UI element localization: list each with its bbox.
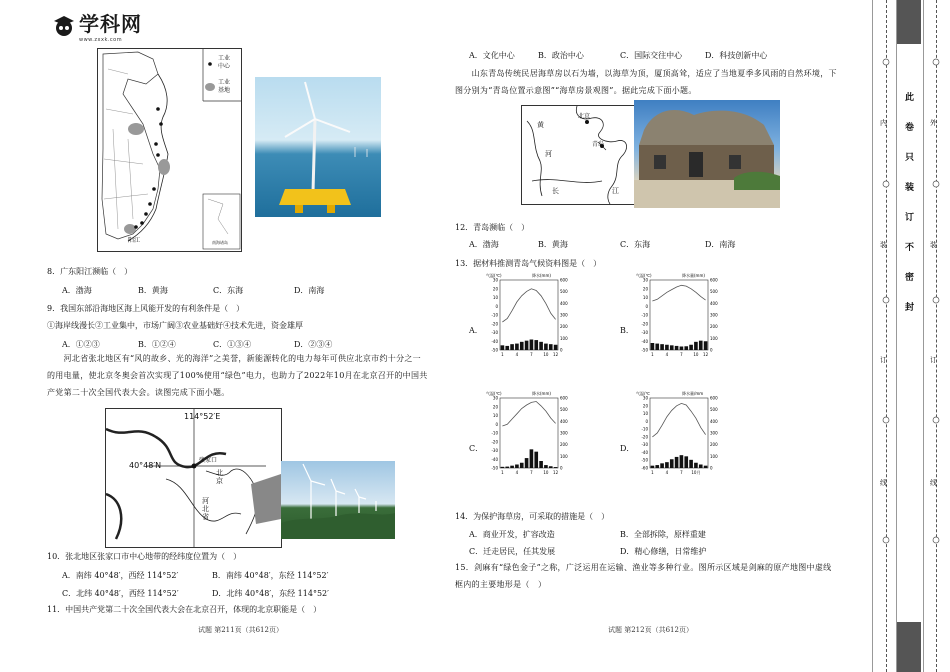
plot-frame [650,280,708,350]
outer-char-2: 装 [930,241,937,249]
temp-tick-label: -20 [491,321,498,327]
q8-option-b[interactable]: B．黄海 [138,286,168,295]
precip-bar [539,461,543,468]
q15-line-1: 15．剑麻有“绿色金子”之称，广泛运用在运输、渔业等多种行业。图所示区域是剑麻的原产地图中虚线 [455,563,832,572]
precip-tick-label: 200 [710,324,718,330]
month-label: 7 [530,352,533,357]
precip-tick-label: 100 [560,335,568,341]
precip-tick-label: 100 [560,453,568,459]
notice-char-8: 封 [905,303,915,313]
left-axis-title: 气温(℃) [636,273,652,278]
precip-tick-label: 600 [710,277,718,283]
q11-option-a[interactable]: A．文化中心 [469,51,515,60]
temp-tick-label: -50 [491,347,498,353]
temp-tick-label: -50 [641,457,648,463]
temp-tick-label: -20 [641,321,648,327]
precip-bar [530,449,534,468]
precip-bar [525,458,529,468]
q9-option-d[interactable]: D．②③④ [294,340,333,349]
notice-char-1: 此 [905,93,915,103]
temp-tick-label: 10 [492,295,498,300]
q8-stem: 8．广东阳江濒临（ ） [47,267,133,276]
month-label: 1 [651,352,654,357]
temp-line [652,285,705,301]
city-zhangjiakou: 张家口 [199,457,218,464]
precip-tick-label: 600 [710,395,718,401]
precip-bar [675,457,679,468]
precip-bar [680,455,684,468]
logo-brand: 学科网 [79,12,142,36]
precip-bar [520,342,524,350]
month-label: 12 [553,352,559,357]
wind-turbine-drawing [255,77,381,217]
month-label: 1 [651,470,654,475]
logo [52,8,142,43]
graduation-cap-icon [52,14,76,38]
q14-option-b[interactable]: B．全部拆除，原样重建 [620,530,706,539]
climate-chart-c [484,388,576,480]
q11-option-c[interactable]: C．国际交往中心 [620,51,683,60]
q9-option-b[interactable]: B．①②④ [138,340,176,349]
month-label: 4 [515,352,519,357]
notice-char-7: 密 [905,273,915,283]
temp-tick-label: 0 [495,303,498,309]
q13-stem: 13．据材料推测青岛气候资料图是（ ） [455,259,602,268]
q14-option-d[interactable]: D．精心修缮，日常维护 [620,547,707,556]
right-axis-title: 降水量(mm) [682,273,705,278]
precip-bar [549,344,553,350]
hebei-label: 河 北 省 [202,497,209,521]
temp-tick-label: -10 [641,312,648,318]
label-river: 河 [545,150,552,158]
temp-tick-label: 10 [642,411,648,417]
temp-tick-label: 10 [642,295,648,300]
beijing-label: 北 京 [216,469,223,485]
temp-tick-label: -20 [641,434,648,440]
precip-bar [544,465,548,468]
precip-tick-label: 0 [560,347,563,353]
binding-notice [905,90,917,330]
inner-char-2: 装 [880,241,887,249]
q9-option-a[interactable]: A．①②③ [62,340,100,349]
precip-bar [505,467,509,468]
month-label: 4 [665,470,669,475]
passage-qingdao [455,65,855,99]
precip-bar [510,466,514,468]
inner-char-4: 线 [880,479,887,487]
temp-tick-label: -40 [491,456,498,462]
temp-tick-label: -30 [491,448,498,453]
precip-tick-label: 400 [710,300,718,306]
precip-tick-label: 400 [710,418,718,424]
q15-stem [455,559,831,593]
precip-tick-label: 500 [710,289,718,295]
wind-farm-photo [281,461,395,539]
precip-tick-label: 100 [710,335,718,341]
notice-char-2: 卷 [905,123,915,133]
q13-option-a[interactable]: A． [469,326,483,335]
plot-frame [650,398,708,468]
precip-tick-label: 200 [560,324,568,330]
precip-tick-label: 500 [710,407,718,413]
precip-bar [699,341,703,350]
q14-option-c[interactable]: C．迁走居民，任其发展 [469,547,556,556]
q12-option-b[interactable]: B．黄海 [538,240,568,249]
month-label: 1 [501,470,504,475]
legend-industry-center: 工业 中心 [218,55,231,70]
precip-tick-label: 0 [710,465,713,471]
precip-bar [665,345,669,350]
q15-line-2: 框内的主要地形是（ ） [455,580,547,589]
precip-bar [689,345,693,350]
month-label: 7 [680,352,683,357]
month-label: 10 [543,352,549,357]
temp-tick-label: -50 [491,465,498,471]
month-label: 1 [501,352,504,357]
precip-tick-label: 500 [560,407,568,413]
precip-bar [544,344,548,350]
month-label: 7 [530,470,533,475]
q13-option-c[interactable]: C． [469,444,484,453]
month-label: 10 [543,470,549,475]
temp-tick-label: 30 [492,395,498,401]
q8-option-c[interactable]: C．东海 [213,286,244,295]
label-yellow: 黄 [537,121,544,129]
month-label: 12 [703,352,709,357]
precip-bar [689,460,693,468]
q13-option-d[interactable]: D． [620,444,635,453]
q9-option-c[interactable]: C．①③④ [213,340,252,349]
precip-bar [684,346,688,350]
temp-tick-label: -30 [641,330,648,335]
q10-stem: 10．张北地区张家口市中心地带的经纬度位置为（ ） [47,552,242,561]
inner-char-3: 订 [880,356,887,364]
right-axis-title: 降水(mm) [532,273,551,278]
q11-option-d[interactable]: D．科技创新中心 [705,51,768,60]
right-axis-title: 降水(mm) [532,391,551,396]
q10-option-a[interactable]: A．南纬 40°48′，西经 114°52′ [62,571,179,580]
precip-bar [675,346,679,350]
passage-zhangbei-line-2: 的用电量，使北京冬奥会首次实现了100%使用“绿色”电力，也助力了2022年10月在北京召开的中国共 [47,371,428,380]
temp-tick-label: 0 [645,303,648,309]
temp-line [502,402,555,427]
notice-char-4: 装 [905,183,915,193]
month-label: 12 [553,470,559,475]
inner-char-1: 内 [880,119,887,127]
temp-tick-label: 30 [642,277,648,283]
temp-tick-label: -50 [641,347,648,353]
precip-bar [660,463,664,468]
seaweed-house-photo [634,100,780,208]
precip-bar [704,341,708,350]
precip-tick-label: 300 [710,430,718,436]
temp-tick-label: 30 [492,277,498,283]
notice-char-5: 订 [905,213,915,223]
precip-bar [660,344,664,350]
label-beijing: 北京 [578,113,591,120]
label-chang: 长 [552,187,559,195]
precip-bar [651,343,655,350]
precip-bar [505,346,509,350]
precip-tick-label: 300 [710,312,718,318]
left-axis-title: 气温/℃ [636,391,650,396]
precip-tick-label: 600 [560,277,568,283]
passage-qingdao-line-2: 图分别为“青岛位置示意图”“海草房景观图”。据此完成下面小题。 [455,86,697,95]
precip-bar [554,467,558,468]
precip-tick-label: 400 [560,418,568,424]
q14-option-a[interactable]: A．商业开发，扩容改造 [469,530,555,539]
left-axis-title: 气温(℃) [486,391,502,396]
precip-bar [501,467,505,468]
zhangjiakou-map-drawing [106,409,281,547]
temp-tick-label: 10 [492,413,498,418]
precip-bar [680,347,684,351]
precip-bar [651,466,655,468]
q12-option-d[interactable]: D．南海 [705,240,736,249]
q9-stem: 9．我国东部沿海地区海上风能开发的有利条件是（ ） [47,304,245,313]
precip-bar [655,465,659,468]
climate-chart-d [634,388,726,480]
zhangjiakou-map [105,408,282,548]
temp-tick-label: -40 [641,338,648,344]
precip-bar [515,344,519,350]
label-jiang: 江 [612,187,619,195]
footer-left: 试题 第211页（共612页） [198,626,283,634]
temp-tick-label: 0 [645,418,648,424]
longitude-label: 114°52′E [184,412,221,421]
passage-zhangbei-line-3: 产党第二十次全国代表大会。读图完成下面小题。 [47,388,230,397]
notice-char-6: 不 [905,243,915,253]
temp-tick-label: 30 [642,395,648,401]
q14-stem: 14．为保护海草房，可采取的措施是（ ） [455,512,610,521]
precip-bar [534,340,538,350]
q10-option-c[interactable]: C．北纬 40°48′，西经 114°52′ [62,589,179,598]
footer-right: 试题 第212页（共612页） [608,626,693,634]
outer-char-1: 外 [930,119,937,127]
outer-char-4: 线 [930,479,937,487]
precip-bar [655,344,659,350]
inset-label: 南海诸岛 [212,240,228,245]
month-label: 4 [515,470,519,475]
temp-tick-label: -30 [641,442,648,448]
q8-option-a[interactable]: A．渤海 [62,286,92,295]
climate-chart-b [634,270,726,362]
temp-tick-label: -20 [491,439,498,445]
passage-qingdao-line-1: 山东青岛传统民居海草房以石为墙，以海草为顶，厦顶高耸，适应了当地夏季多风雨的自然环境，下 [455,69,837,78]
temp-tick-label: -40 [491,338,498,344]
temp-tick-label: -60 [641,465,648,471]
temp-tick-label: -40 [641,449,648,455]
left-axis-title: 气温(℃) [486,273,502,278]
precip-bar [554,345,558,350]
precip-bar [684,456,688,468]
q11-stem: 11．中国共产党第二十次全国代表大会在北京召开，体现的北京职能是（ ） [47,605,322,614]
precip-tick-label: 0 [560,465,563,471]
temp-tick-label: 20 [492,286,498,292]
industry-map [97,48,242,252]
notice-char-3: 只 [905,153,915,163]
right-axis-title: 降水量/mm [682,391,704,396]
precip-bar [520,463,524,468]
precip-bar [694,342,698,350]
temp-tick-label: -10 [641,426,648,432]
temp-tick-label: -30 [491,330,498,335]
temp-tick-label: 0 [495,421,498,427]
precip-bar [530,340,534,351]
passage-zhangbei [47,350,439,401]
city-yangjiang: 阳江 [128,237,141,244]
precip-bar [665,462,669,468]
temp-tick-label: 20 [492,404,498,410]
precip-bar [515,465,519,469]
precip-tick-label: 100 [710,453,718,459]
wind-farm-drawing [281,461,395,539]
temp-line [652,403,705,437]
precip-tick-label: 200 [560,442,568,448]
precip-bar [501,345,505,350]
offshore-wind-photo [255,77,381,217]
latitude-label: 40°48′N [129,461,162,470]
month-label: 4 [665,352,669,357]
precip-bar [699,465,703,469]
q13-option-b[interactable]: B． [620,326,634,335]
qingdao-location-map [521,105,635,205]
precip-tick-label: 500 [560,289,568,295]
temp-tick-label: 20 [642,286,648,292]
passage-zhangbei-line-1: 河北省张北地区有“风的故乡、光的海洋”之美誉，新能源转化的电力每年可供应北京市约十分之一 [47,354,421,363]
temp-line [502,289,555,322]
precip-tick-label: 0 [710,347,713,353]
precip-bar [670,459,674,468]
q10-option-b[interactable]: B．南纬 40°48′，东经 114°52′ [212,571,329,580]
q12-option-c[interactable]: C．东海 [620,240,651,249]
q8-option-d[interactable]: D．南海 [294,286,325,295]
q9-items: ①海岸线漫长②工业集中，市场广阔③农业基础好④技术先进，资金雄厚 [47,321,303,330]
seaweed-house-drawing [634,100,780,208]
q10-option-d[interactable]: D．北纬 40°48′，东经 114°52′ [212,589,329,598]
precip-tick-label: 200 [710,442,718,448]
precip-bar [694,463,698,468]
precip-bar [525,341,529,350]
precip-bar [670,345,674,350]
temp-tick-label: -10 [491,312,498,318]
precip-tick-label: 600 [560,395,568,401]
logo-url: www.zxxk.com [79,37,123,43]
precip-tick-label: 300 [560,312,568,318]
precip-bar [539,342,543,350]
month-label: 10月 [691,470,701,475]
label-qingdao: 青岛 [592,141,605,148]
precip-tick-label: 300 [560,430,568,436]
plot-frame [500,398,558,468]
temp-tick-label: -10 [491,430,498,436]
precip-bar [549,466,553,468]
temp-tick-label: 20 [642,403,648,409]
legend-industry-base: 工业 基地 [218,79,231,94]
q12-option-a[interactable]: A．渤海 [469,240,499,249]
precip-bar [510,344,514,350]
q11-option-b[interactable]: B．政治中心 [538,51,584,60]
climate-chart-a [484,270,576,362]
precip-bar [534,452,538,468]
precip-tick-label: 400 [560,300,568,306]
precip-bar [704,466,708,468]
q12-stem: 12．青岛濒临（ ） [455,223,530,232]
outer-char-3: 订 [930,356,937,364]
month-label: 10 [693,352,699,357]
month-label: 7 [680,470,683,475]
